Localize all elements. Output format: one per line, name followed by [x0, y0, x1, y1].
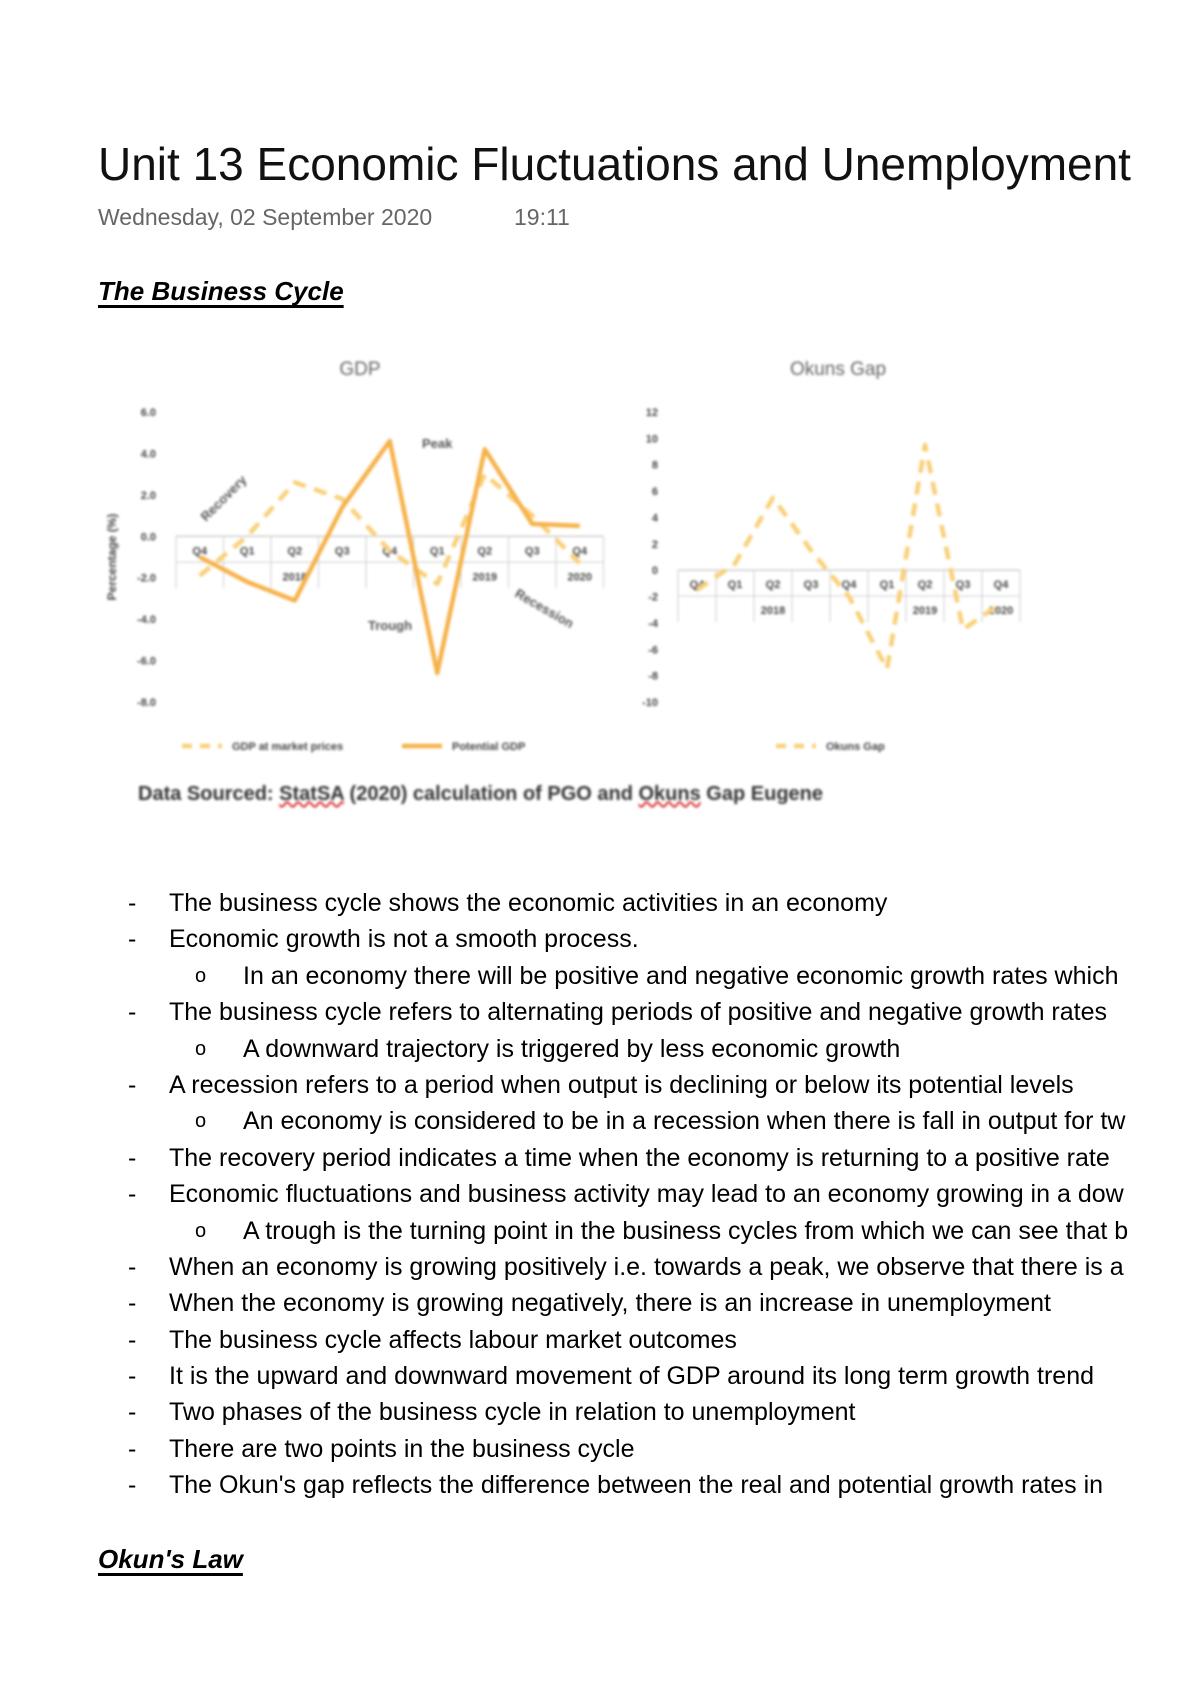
x-tick-label: Q1 — [239, 545, 255, 558]
bullet-item — [128, 1431, 1200, 1467]
data-source-note — [138, 783, 823, 806]
bullet-text: When an economy is growing positively i.e. towards a peak, we observe that there is a — [169, 1252, 1124, 1281]
source-middle: (2020) calculation of PGO and — [343, 783, 639, 805]
source-suffix: Gap Eugene — [700, 783, 823, 805]
x-year-label: 2020 — [988, 605, 1014, 618]
x-tick-label: Q3 — [334, 545, 350, 558]
y-tick-label: 8 — [651, 459, 658, 472]
x-year-label: 2018 — [282, 571, 307, 584]
bullet-item — [128, 1467, 1200, 1503]
legend-label-0: Okuns Gap — [826, 741, 885, 753]
x-tick-label: Q2 — [287, 545, 303, 558]
source-okuns: Okuns — [638, 783, 701, 805]
bullet-item — [128, 958, 1200, 994]
x-tick-label: Q4 — [993, 579, 1009, 592]
x-tick-label: Q3 — [803, 579, 819, 592]
bullet-item — [128, 1176, 1200, 1212]
annotation-recovery: Recovery — [197, 472, 250, 525]
x-tick-label: Q1 — [727, 579, 743, 592]
bullet-item — [128, 994, 1200, 1030]
y-tick-label: -4.0 — [137, 614, 156, 627]
bullet-item — [128, 1140, 1200, 1176]
x-tick-label: Q1 — [429, 545, 445, 558]
x-tick-label: Q4 — [689, 579, 705, 592]
annotation-recession: Recession — [512, 585, 577, 632]
bullet-marker: - — [128, 1398, 137, 1427]
x-tick-label: Q3 — [524, 545, 540, 558]
bullet-item — [128, 1031, 1200, 1067]
bullet-text: Two phases of the business cycle in relation to unemployment — [169, 1398, 856, 1427]
bullet-item — [128, 1103, 1200, 1139]
bullet-item — [128, 1067, 1200, 1103]
bullet-marker: - — [128, 1471, 137, 1500]
sub-bullet-marker: o — [195, 1037, 207, 1060]
sub-bullet-marker: o — [195, 964, 207, 987]
page-time: 19:11 — [514, 204, 570, 230]
bullet-marker: - — [128, 1143, 137, 1172]
y-tick-label: 0 — [651, 565, 658, 578]
bullet-text: The Okun's gap reflects the difference between the real and potential growth rates in — [169, 1471, 1104, 1500]
bullet-text: The business cycle refers to alternating periods of positive and negative growth rates — [169, 998, 1108, 1027]
bullet-item — [128, 1358, 1200, 1394]
bullet-marker: - — [128, 1362, 137, 1391]
x-tick-label: Q4 — [192, 545, 208, 558]
annotation-peak: Peak — [422, 436, 453, 451]
sub-bullet-marker: o — [195, 1110, 207, 1133]
bullet-text: In an economy there will be positive and negative economic growth rates which — [243, 961, 1119, 990]
y-tick-label: -6 — [648, 644, 658, 657]
x-tick-label: Q2 — [917, 579, 933, 592]
bullet-text: A recession refers to a period when output is declining or below its potential levels — [169, 1070, 1074, 1099]
bullet-text: There are two points in the business cycle — [169, 1434, 635, 1463]
x-year-label: 2020 — [567, 571, 592, 584]
y-tick-label: 4 — [651, 512, 658, 525]
y-tick-label: -8 — [648, 670, 658, 683]
bullet-text: A trough is the turning point in the business cycles from which we can see that b — [243, 1216, 1129, 1245]
okuns-gap-chart — [630, 350, 1050, 765]
section-heading-business-cycle: The Business Cycle — [98, 276, 344, 306]
source-prefix: Data Sourced: — [138, 783, 280, 805]
bullet-marker: - — [128, 1180, 137, 1209]
bullet-text: Economic fluctuations and business activity may lead to an economy growing in a dow — [169, 1180, 1124, 1209]
bullet-item — [128, 885, 1200, 921]
x-tick-label: Q4 — [382, 545, 398, 558]
bullet-marker: - — [128, 998, 137, 1027]
bullet-text: It is the upward and downward movement of GDP around its long term growth trend — [169, 1362, 1095, 1391]
y-tick-label: 6.0 — [140, 407, 156, 419]
chart-title: GDP — [339, 359, 381, 380]
y-tick-label: 10 — [645, 433, 658, 446]
x-year-label: 2018 — [760, 605, 786, 618]
bullet-text: The business cycle affects labour market outcomes — [169, 1325, 737, 1354]
y-tick-label: -6.0 — [137, 655, 156, 668]
chart-title: Okuns Gap — [789, 359, 887, 380]
x-tick-label: Q3 — [955, 579, 971, 592]
bullet-text: Economic growth is not a smooth process. — [169, 925, 639, 954]
bullet-text: The business cycle shows the economic activities in an economy — [169, 889, 888, 917]
x-tick-label: Q4 — [572, 545, 588, 558]
bullet-list — [128, 885, 1200, 1504]
y-tick-label: 12 — [645, 407, 658, 419]
bullet-marker: - — [128, 1434, 137, 1463]
legend-label-1: Potential GDP — [452, 741, 526, 753]
x-tick-label: Q4 — [841, 579, 857, 592]
source-statsa: StatSA — [279, 783, 344, 805]
sub-bullet-marker: o — [195, 1219, 207, 1242]
x-year-label: 2019 — [472, 571, 497, 584]
y-tick-label: 2.0 — [140, 489, 156, 502]
y-tick-label: -4 — [648, 617, 658, 630]
bullet-item — [128, 1322, 1200, 1358]
bullet-item — [128, 1249, 1200, 1285]
section-heading-okuns-law: Okun's Law — [98, 1544, 243, 1574]
y-axis-label: Percentage (%) — [105, 513, 119, 601]
bullet-text: A downward trajectory is triggered by less economic growth — [243, 1034, 901, 1063]
gdp-chart — [98, 350, 618, 765]
y-tick-label: -10 — [642, 697, 658, 709]
y-tick-label: 2 — [651, 538, 658, 551]
y-tick-label: -2 — [648, 591, 658, 604]
page-date: Wednesday, 02 September 2020 — [98, 204, 433, 230]
y-tick-label: -8.0 — [137, 697, 156, 709]
bullet-text: The recovery period indicates a time when the economy is returning to a positive rate — [169, 1143, 1110, 1172]
x-tick-label: Q2 — [765, 579, 781, 592]
bullet-marker: - — [128, 1289, 137, 1318]
bullet-marker: - — [128, 889, 137, 917]
y-tick-label: -2.0 — [137, 572, 156, 585]
annotation-trough: Trough — [368, 618, 413, 633]
bullet-item — [128, 1213, 1200, 1249]
bullet-item — [128, 1394, 1200, 1430]
bullet-text: An economy is considered to be in a recession when there is fall in output for tw — [243, 1107, 1126, 1136]
y-tick-label: 0.0 — [140, 531, 156, 544]
x-tick-label: Q1 — [879, 579, 895, 592]
series-line-0 — [197, 472, 580, 584]
x-tick-label: Q2 — [477, 545, 493, 558]
bullet-item — [128, 921, 1200, 957]
legend-label-0: GDP at market prices — [232, 741, 344, 753]
bullet-item — [128, 1285, 1200, 1321]
page-title: Unit 13 Economic Fluctuations and Unemployment — [98, 138, 1131, 190]
bullet-text: When the economy is growing negatively, there is an increase in unemployment — [169, 1289, 1051, 1318]
bullet-marker: - — [128, 1325, 137, 1354]
bullet-marker: - — [128, 925, 137, 954]
x-year-label: 2019 — [912, 605, 938, 618]
bullet-marker: - — [128, 1070, 137, 1099]
y-tick-label: 6 — [651, 486, 658, 499]
y-tick-label: 4.0 — [140, 448, 156, 461]
bullet-marker: - — [128, 1252, 137, 1281]
series-line-0 — [697, 445, 1001, 669]
